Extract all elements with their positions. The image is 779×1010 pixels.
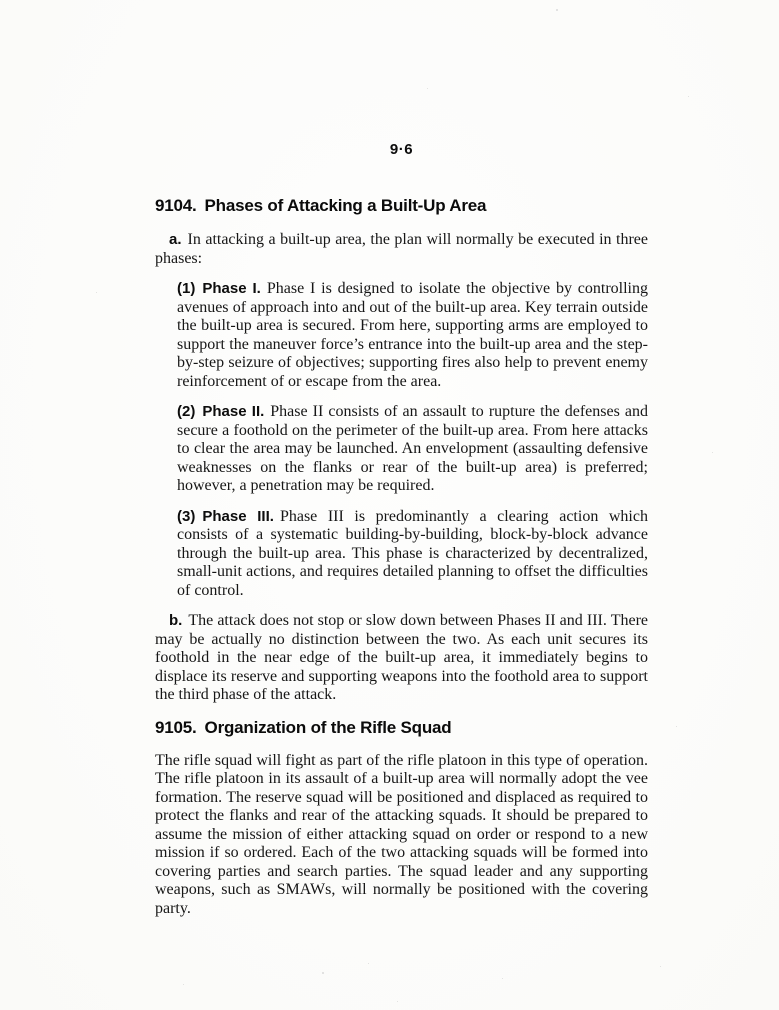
scan-speck <box>322 972 324 974</box>
scan-speck <box>183 984 184 985</box>
scan-speck <box>712 452 713 453</box>
text-column <box>155 141 648 930</box>
phase-1-text: Phase I is designed to isolate the objective by controlling avenues of approach into and out of the built-up area. Key terrain outside the built-up area is secured. From here, supporting arms are employed to support the maneuver force’s entrance into the built-up area and the step-by-step seizure of objectives; supporting fires also help to prevent enemy reinforcement of or escape from the area. <box>177 280 648 390</box>
paragraph-b-text: The attack does not stop or slow down between Phases II and III. There may be actually no distinction between the two. As each unit secures its foothold in the near edge of the built-up area, it immediately begins to displace its reserve and supporting weapons into the foothold area to support the third phase of the attack. <box>155 612 648 703</box>
phase-3-text: Phase III is predominantly a clearing action which consists of a systematic building-by-building, block-by-block advance through the built-up area. This phase is characterized by decentralized, small-unit actions, and requires detailed planning to offset the difficulties of control. <box>177 507 648 599</box>
scan-speck <box>96 292 97 293</box>
section-9105-body: The rifle squad will fight as part of the rifle platoon in this type of operation. The rifle platoon in its assault of a built-up area will normally adopt the vee formation. The reserve squad will be positioned and displaced as required to protect the flanks and rear of the attacking squads. It should be prepared to assume the mission of either attacking squad on order or respond to a new mission if so ordered. Each of the two attacking squads will be formed into covering parties and search parties. The squad leader and any supporting weapons, such as SMAWs, will normally be positioned with the covering party. <box>155 751 648 917</box>
scan-speck <box>688 96 689 97</box>
paragraph-a-label: a. <box>169 231 182 248</box>
phase-1-label: Phase I. <box>202 280 261 297</box>
scan-speck <box>502 978 503 979</box>
phase-3-label: Phase III. <box>202 507 274 525</box>
scan-speck <box>660 966 661 967</box>
phase-2-text: Phase II consists of an assault to rupture the defenses and secure a foothold on the perimeter of the built-up area. From here attacks to clear the area may be launched. An envelopment (assaulting defensive weaknesses on the flanks or rear of the built-up area) is preferred; however, a penetration may be required. <box>177 403 648 494</box>
section-9105-title: Organization of the Rifle Squad <box>204 717 452 737</box>
paragraph-a-text: In attacking a built-up area, the plan will normally be executed in three phases: <box>155 231 648 267</box>
section-9104-number: 9104. <box>155 196 197 215</box>
phase-2-label: Phase II. <box>202 403 265 420</box>
phase-2-number: (2) <box>177 403 196 420</box>
phase-1-number: (1) <box>177 280 196 297</box>
section-9104-title: Phases of Attacking a Built-Up Area <box>204 196 487 215</box>
section-9104-heading <box>155 195 648 216</box>
paragraph-a <box>155 231 648 268</box>
scan-speck <box>427 88 428 89</box>
paragraph-b-label: b. <box>169 612 183 629</box>
section-9105-heading <box>155 717 648 738</box>
phase-2-paragraph <box>177 403 648 496</box>
scan-speck <box>676 726 677 727</box>
scan-speck <box>397 1001 398 1002</box>
paragraph-b <box>155 612 648 705</box>
phase-3-number: (3) <box>177 507 196 525</box>
scan-speck <box>368 963 369 964</box>
phase-1-paragraph <box>177 280 648 391</box>
phase-3-paragraph <box>177 508 648 601</box>
section-9105-number: 9105. <box>155 717 197 737</box>
page-number: 9·6 <box>389 141 414 158</box>
scan-speck <box>556 9 558 11</box>
